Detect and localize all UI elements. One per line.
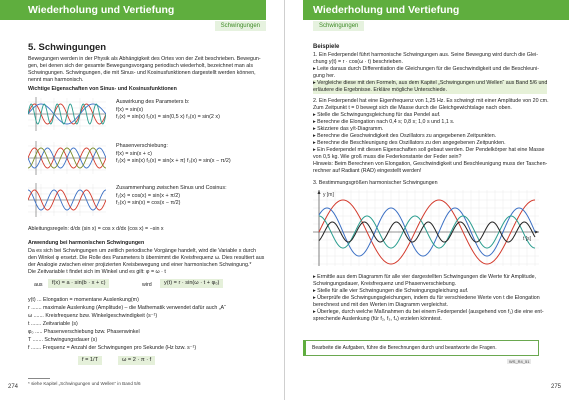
properties-heading: Wichtige Eigenschaften von Sinus- und Kosinusfunktionen xyxy=(28,86,177,92)
diagram-y-label: y [m] xyxy=(323,192,334,198)
page-number-right: 275 xyxy=(550,384,561,390)
example-1: 1. Ein Federpendel führt harmonische Schwingungen aus. Seine Bewegung wird durch die Glei- chung y(t) = r · cos(ω · t) beschrieben. ▸ Leite daraus durch Differentiation die Gleichungen für die Geschwindigkeit und die Beschleuni- gung her. ▸ Vergleiche diese mit den Formeln, aus dem Kapitel „Schwingungen und Wellen“ aus Band 5/6 und erläutere die Ergebnisse. Erkläre mögliche Unterschiede. xyxy=(313,52,548,93)
plot-sin-cos xyxy=(28,182,106,218)
diagram-x-label: t [s] xyxy=(523,236,532,242)
header-banner-right: Wiederholung und Vertiefung xyxy=(303,0,569,20)
plot-parameter-b xyxy=(28,96,106,132)
footnote: * siehe Kapitel „Schwingungen und Wellen“ in Band 5/6 xyxy=(28,381,141,386)
left-page xyxy=(0,0,284,400)
section-tab-right: Schwingungen xyxy=(313,21,364,31)
example-3-tasks: ▸ Ermittle aus dem Diagramm für alle vier dargestellten Schwingungen die Werte für Amplitude, Schwingungsdauer, Kreisfrequenz und Phasenverschiebung. ▸ Stelle für alle vier Schwingungen die Schwingungsgleichung auf. ▸ Überprüfe die Schwingungsgleichungen, indem du für verschiedene Werte von t die Elongation berechnest und mit den Werten im Diagramm vergleichst. ▸ Überlege, durch welche Maßnahmen du bei einem Federpendel (ausgehend von f₁) die eine ent- sprechende Auslenkung (für f₂, f₃, f₄) erzielen könntest. xyxy=(313,274,544,322)
application-heading: Anwendung bei harmonischen Schwingungen xyxy=(28,240,145,246)
angular-frequency-formula: ω = 2 · π · f xyxy=(118,356,155,365)
derivative-rules: Ableitungsregeln: d/dx (sin x) = cos x d/dx (cos x) = −sin x xyxy=(28,226,164,232)
section-heading: 5. Schwingungen xyxy=(28,42,107,53)
general-sine-formula: f(x) = a · sin(b · x + c) xyxy=(48,279,109,288)
block-sin-cos: Zusammenhang zwischen Sinus und Cosinus: f₁(x) = cos(x) = sin(x + π/2) f₂(x) = sin(x) = cos(x − π/2) xyxy=(116,185,227,207)
frequency-formula: f = 1/T xyxy=(78,356,102,365)
oscillation-diagram xyxy=(313,188,539,268)
formula-wird-label: wird xyxy=(142,282,152,288)
oscillation-formula: y(t) = r · sin(ω · t + φ₀) xyxy=(160,279,223,288)
right-page xyxy=(285,0,569,400)
example-2: 2. Ein Federpendel hat eine Eigenfrequenz von 1,25 Hz. Es schwingt mit einer Amplitude von 20 cm. Zum Zeitpunkt t = 0 bewegt sich die Masse durch die Gleichgewichtslage nach oben. ▸ Stelle die Schwingungsgleichung für das Pendel auf. ▸ Berechne die Elongation nach 0,4 s; 0,8 s; 1,0 s und 1,1 s. ▸ Skizziere das y/t-Diagramm. ▸ Berechne die Geschwindigkeit des Oszillators zu angegebenen Zeitpunkten. ▸ Berechne die Beschleunigung des Oszillators zu den angegebenen Zeitpunkten. ▸ Ein Federpendel mit diesen Eigenschaften soll gebaut werden. Der Pendelkörper hat eine Masse von 0,5 kg. Wie groß muss die Federkonstante der Feder sein? Hinweis: Beim Berechnen von Elongation, Geschwindigkeit und Beschleunigung muss der Taschen- rechner auf Radiant (RAD) eingestellt werden! xyxy=(313,98,549,174)
footnote-rule xyxy=(28,378,50,379)
application-paragraph: Da es sich bei Schwingungen um zeitlich periodische Vorgänge handelt, wird die Variable x durch den Winkel φ ersetzt. Die Rolle des Parameters b übernimmt die Kreisfrequenz ω. Dies resultiert aus der Analogie zwischen einer projizierten Kreisbewegung und einer harmonischen Schwingung.* Die Zeitvariable t findet sich im Winkel und es gilt: φ = ω · t xyxy=(28,248,265,275)
block-phase-shift: Phasenverschiebung: f(x) = sin(x + c) f₁(x) = sin(x) f₂(x) = sin(x + π) f₃(x) = sin(x − π/2) xyxy=(116,143,231,165)
section-tab: Schwingungen xyxy=(215,21,266,31)
block-parameter-b: Auswirkung des Parameters b: f(x) = sin(x) f₁(x) = sin(x) f₂(x) = sin(0,5 x) f₃(x) = sin(2 x) xyxy=(116,99,220,121)
task-tip-box: Bearbeite die Aufgaben, führe die Berechnungen durch und beantworte die Fragen. xyxy=(303,340,539,356)
header-banner: Wiederholung und Vertiefung xyxy=(0,0,266,20)
formula-aus-label: aus xyxy=(34,282,43,288)
example-3-heading: 3. Bestimmungsgrößen harmonischer Schwingungen xyxy=(313,180,438,186)
variable-definitions: y(t) ... Elongation = momentane Auslenkung(m) r ....... maximale Auslenkung (Amplitude) – die Mathematik verwendet dafür auch „A“ ω ....... Kreisfrequenz bzw. Winkelgeschwindigkeit (s⁻¹) t ....... Zeitvariable (s) φ₀ ..... Phasenverschiebung bzw. Phasenwinkel T ....... Schwingungsdauer (s) f ....... Frequenz = Anzahl der Schwingungen pro Sekunde (Hz bzw. s⁻¹) xyxy=(28,297,226,351)
intro-paragraph: Bewegungen werden in der Physik als Abhängigkeit des Ortes von der Zeit beschrieben. Bewegun- gen, bei denen sich der gesamte Bewegungsvorgang periodisch wiederholt, bezeichnet man als Schwingungen. Schwingungen, die mit Sinus- und Kosinusfunktionen dargestellt werden können, nennt man harmonisch. xyxy=(28,56,261,83)
examples-heading: Beispiele xyxy=(313,44,340,50)
online-code[interactable]: WS_R4_51 xyxy=(509,359,530,364)
plot-phase-shift xyxy=(28,140,106,176)
page-number-left: 274 xyxy=(8,384,19,390)
